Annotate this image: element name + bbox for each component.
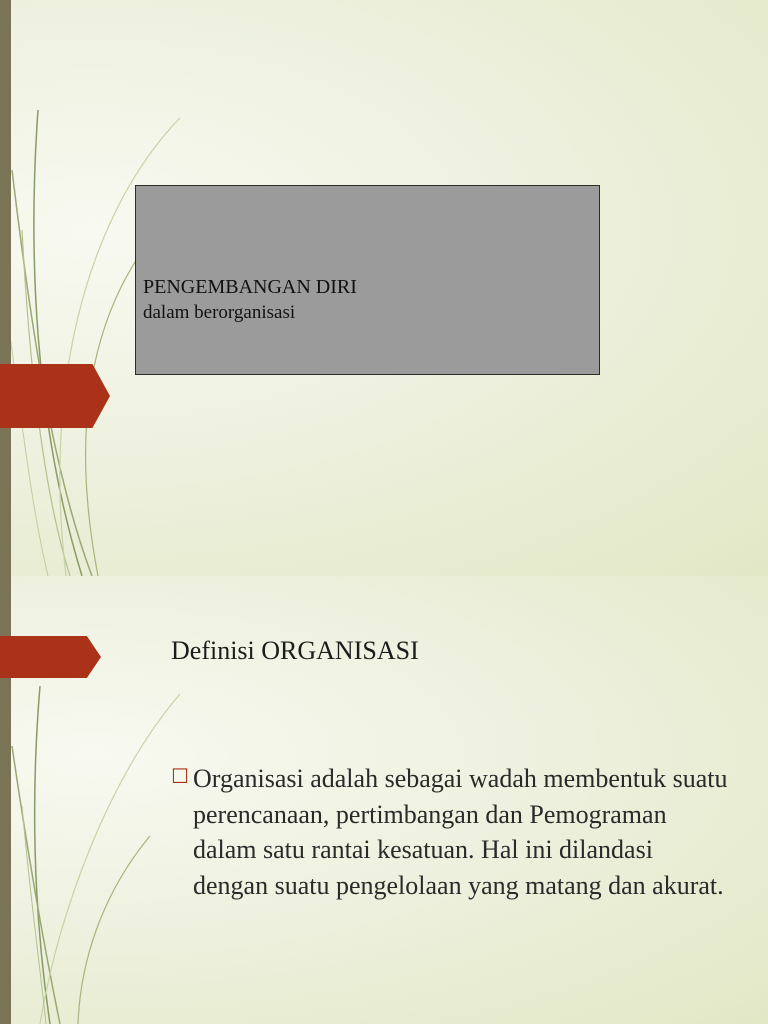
slide-marker [0,364,110,428]
bullet-text: Organisasi adalah sebagai wadah membentuk suatu perencanaan, pertimbangan dan Pemograman dalam satu rantai kesatuan. Hal ini dilandasi dengan suatu pengelolaan yang matang dan akurat. [193,764,728,900]
side-strip [0,0,11,576]
square-bullet-icon: ☐ [171,764,189,788]
bullet-item [171,761,731,903]
title-subtitle: dalam berorganisasi [143,302,296,323]
title-main: PENGEMBANGAN DIRI [143,276,357,298]
title-text [143,274,357,326]
slide-2 [0,576,768,1024]
slide-heading: Definisi ORGANISASI [171,636,419,665]
slide-marker [0,636,101,678]
title-box [135,185,600,375]
